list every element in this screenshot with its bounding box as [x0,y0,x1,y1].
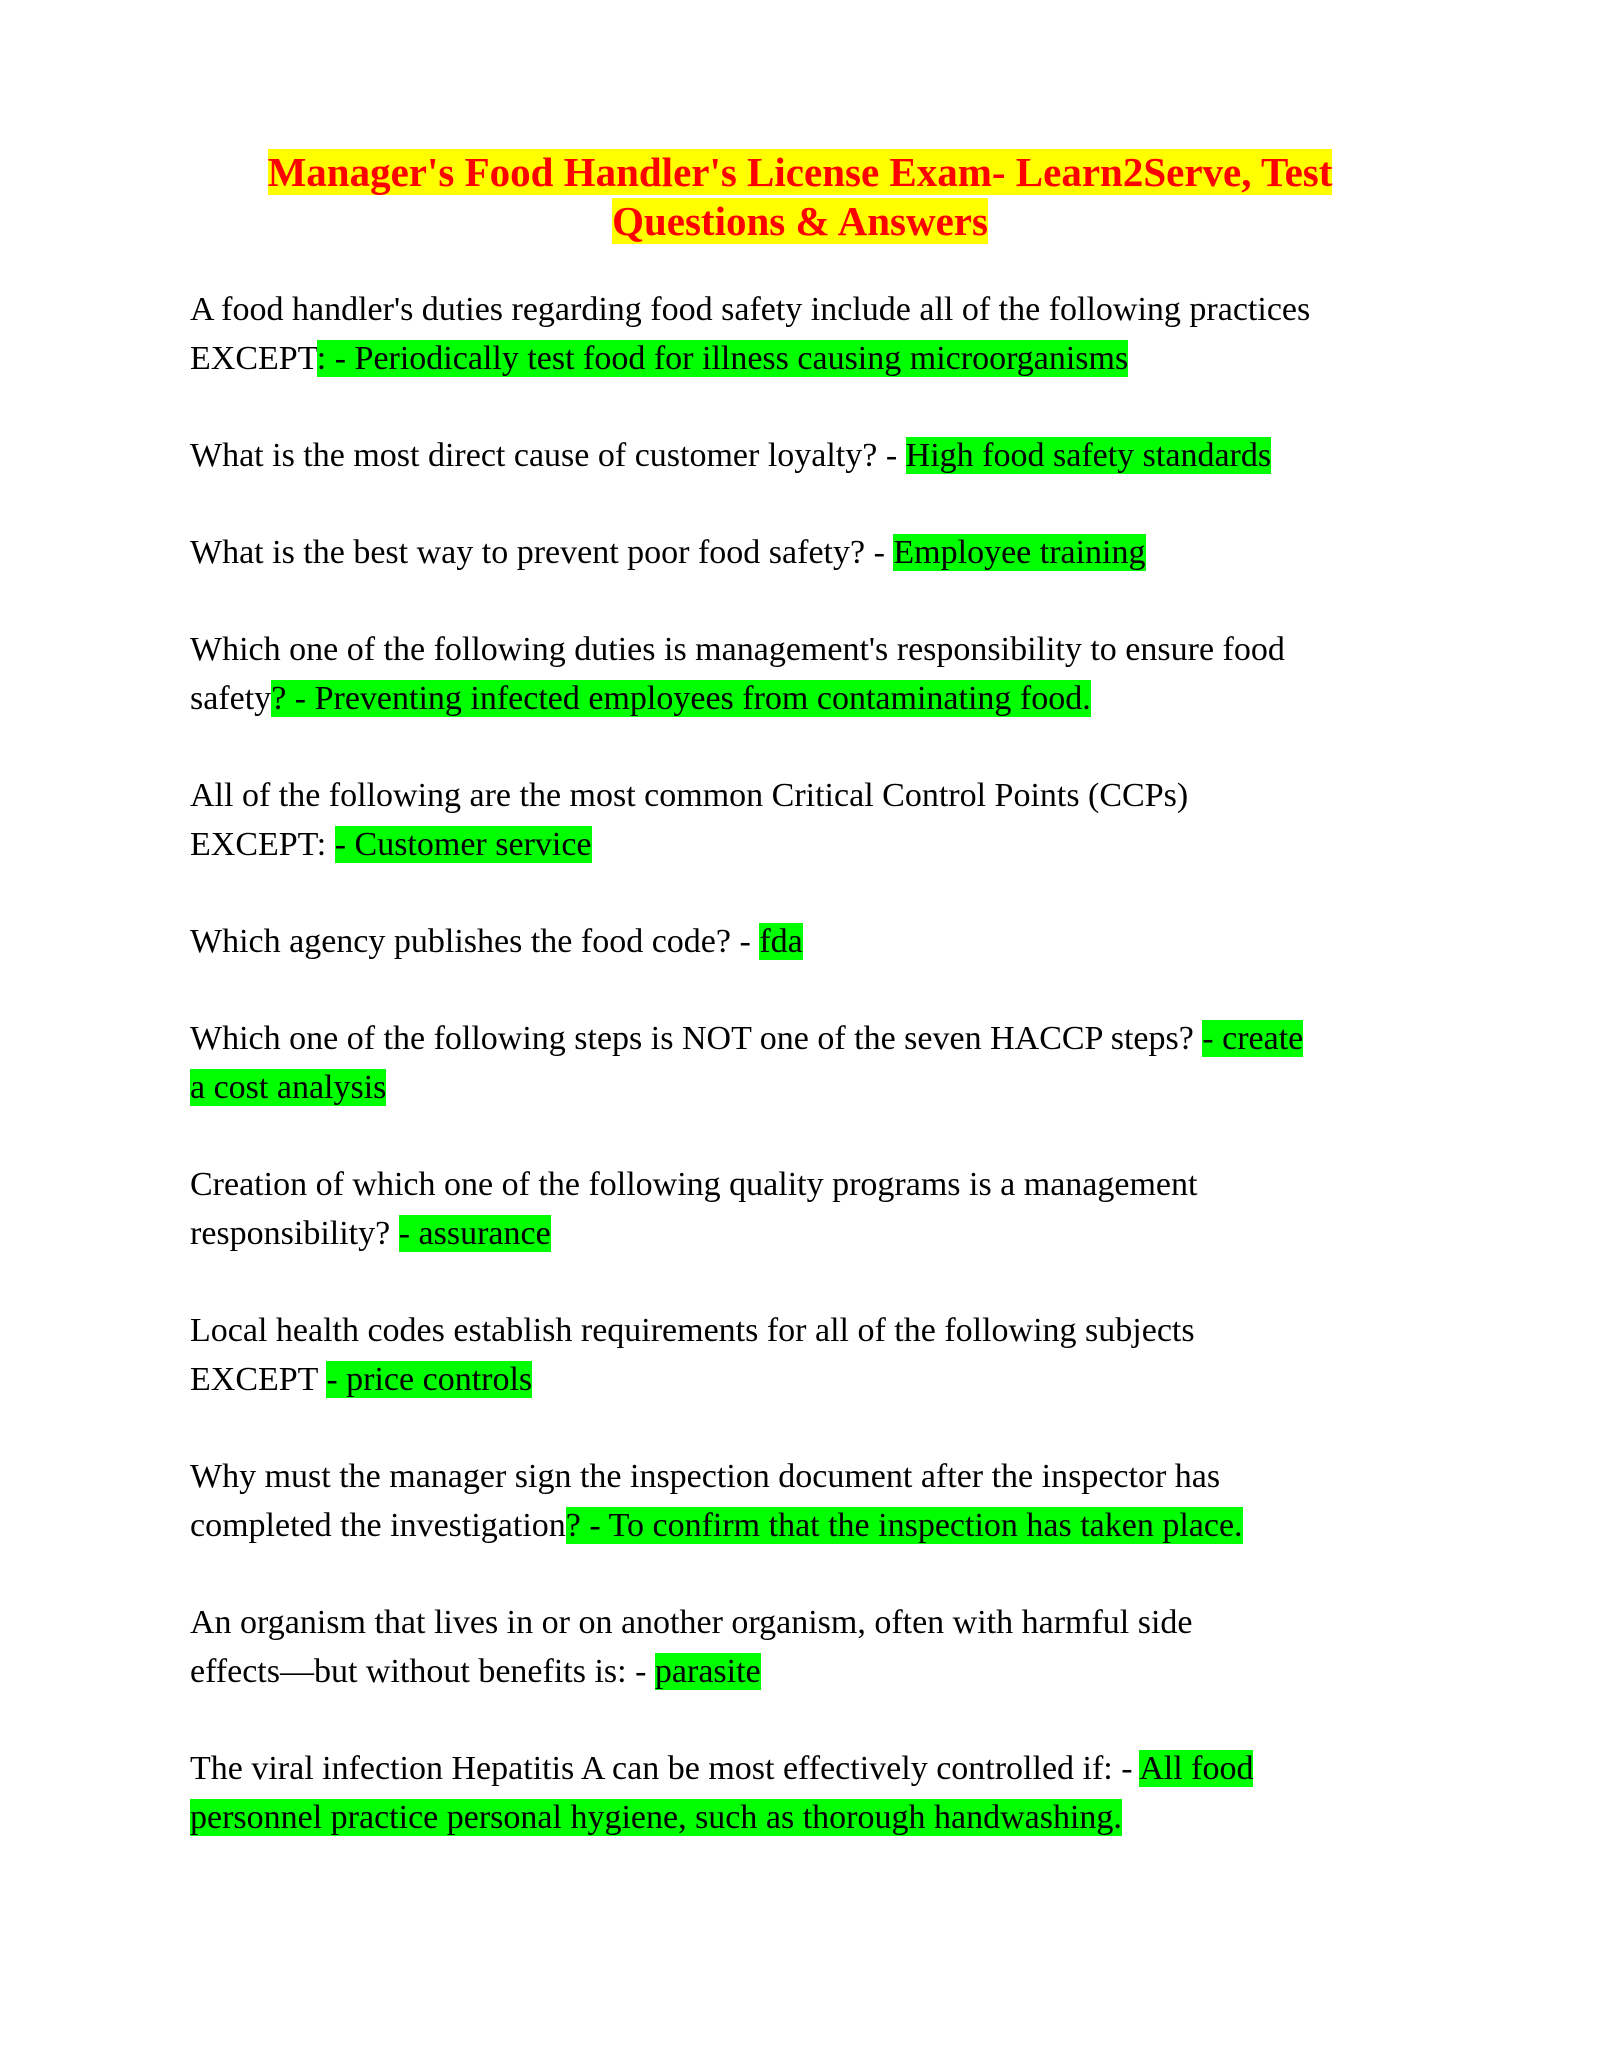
qa-item [190,1452,1420,1550]
answer-highlight: personnel practice personal hygiene, such as thorough handwashing. [190,1799,1122,1836]
question-text: Which one of the following steps is NOT one of the seven HACCP steps? [190,1020,1203,1057]
question-text: A food handler's duties regarding food safety include all of the following practices [190,291,1311,328]
question-text: Local health codes establish requirements for all of the following subjects [190,1312,1195,1349]
question-text: Why must the manager sign the inspection document after the inspector has [190,1458,1221,1495]
qa-item [190,771,1420,869]
answer-highlight: a cost analysis [190,1069,387,1106]
title-line-2: Questions & Answers [612,198,988,244]
qa-item [190,1160,1420,1258]
qa-item [190,1744,1420,1842]
qa-item [190,528,1420,577]
answer-highlight: - price controls [326,1361,533,1398]
question-text: responsibility? [190,1215,399,1252]
question-text: EXCEPT [190,340,317,377]
answer-highlight: ? - To confirm that the inspection has taken place. [565,1507,1243,1544]
qa-item [190,625,1420,723]
question-text: All of the following are the most common Critical Control Points (CCPs) [190,777,1189,814]
document-title [190,148,1410,246]
question-text: Creation of which one of the following quality programs is a management [190,1166,1198,1203]
answer-highlight: High food safety standards [905,437,1272,474]
qa-item [190,285,1420,383]
question-text: What is the most direct cause of customer loyalty? - [190,437,906,474]
question-text: What is the best way to prevent poor food safety? - [190,534,894,571]
qa-item [190,917,1420,966]
answer-highlight: Employee training [893,534,1146,571]
answer-highlight: : - Periodically test food for illness causing microorganisms [316,340,1129,377]
answer-highlight: fda [759,923,803,960]
qa-item [190,1598,1420,1696]
answer-highlight: - Customer service [334,826,592,863]
question-text: An organism that lives in or on another organism, often with harmful side [190,1604,1193,1641]
qa-item [190,1306,1420,1404]
question-text: completed the investigation [190,1507,566,1544]
question-text: effects—but without benefits is: - [190,1653,655,1690]
question-text: EXCEPT [190,1361,327,1398]
qa-item [190,431,1420,480]
answer-highlight: All food [1139,1750,1254,1787]
title-line-1: Manager's Food Handler's License Exam- Learn2Serve, Test [267,149,1333,195]
qa-item [190,1014,1420,1112]
question-text: Which agency publishes the food code? - [190,923,760,960]
question-text: Which one of the following duties is management's responsibility to ensure food [190,631,1285,668]
answer-highlight: - create [1202,1020,1304,1057]
answer-highlight: parasite [654,1653,761,1690]
question-text: The viral infection Hepatitis A can be most effectively controlled if: - [190,1750,1140,1787]
question-text: EXCEPT: [190,826,335,863]
question-text: safety [190,680,272,717]
answer-highlight: ? - Preventing infected employees from contaminating food. [271,680,1091,717]
answer-highlight: - assurance [398,1215,551,1252]
